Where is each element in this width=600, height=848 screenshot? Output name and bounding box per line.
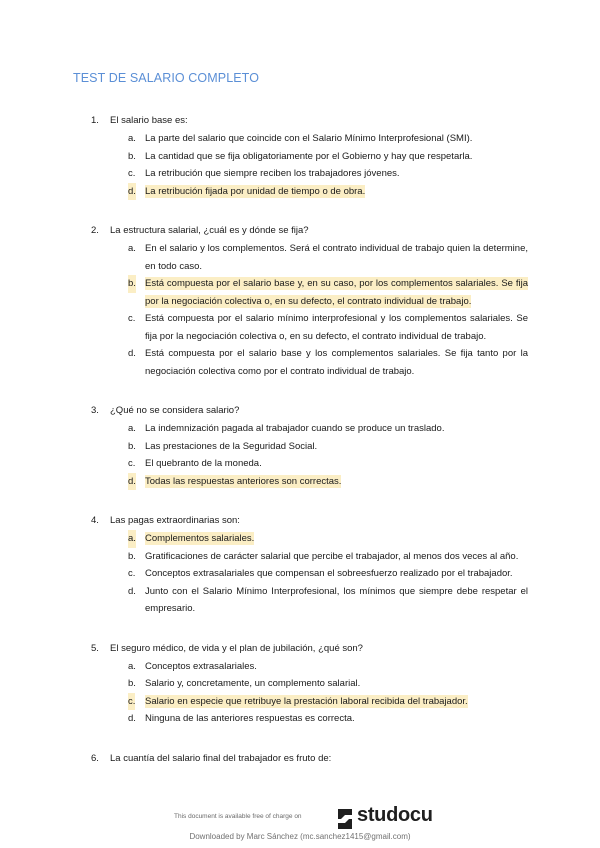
option-letter: a. [128,423,136,434]
option-text: Salario y, concretamente, un complemento salarial. [145,678,361,689]
option-letter: c. [128,168,136,179]
question-4 [0,512,600,618]
option [0,548,600,566]
question-2 [0,222,600,380]
option-text-highlighted: Salario en especie que retribuye la prestación laboral recibida del trabajador. [145,695,468,707]
option-letter: c. [128,458,136,469]
option-text-highlighted: Está compuesta por el salario base y, en su caso, por los complementos salariales. Se fija por la negociación colectiva o, en su defecto, el contrato individual de trabajo. [145,278,528,307]
option [0,455,600,473]
document-title: TEST DE SALARIO COMPLETO [73,71,260,85]
option [0,675,600,693]
option-text: Gratificaciones de carácter salarial que percibe el trabajador, al menos dos veces al año. [145,550,519,562]
option-correct [0,183,600,201]
question-3 [0,402,600,490]
option [0,583,600,618]
studocu-brand[interactable]: studocu [357,804,433,826]
option-text: La retribución que siempre reciben los trabajadores jóvenes. [145,168,400,179]
option [0,148,600,166]
question-5 [0,640,600,728]
option [0,420,600,438]
option-text: Junto con el Salario Mínimo Interprofesional, los mínimos que siempre debe respetar el empresario. [145,585,528,614]
option-text: La parte del salario que coincide con el Salario Mínimo Interprofesional (SMI). [145,133,473,144]
option-text-highlighted: La retribución fijada por unidad de tiempo o de obra. [145,185,366,197]
option-correct [0,693,600,711]
option-letter: c. [128,313,136,324]
option-text: El quebranto de la moneda. [145,458,262,469]
option-letter: d. [128,348,136,359]
option-letter: a. [128,133,136,144]
option-letter: a. [128,660,136,672]
option-letter: c. [128,568,136,579]
option-correct [0,473,600,491]
option-letter: c. [128,693,135,711]
option-letter: b. [128,275,136,293]
option [0,130,600,148]
availability-note: This document is available free of charge on [174,813,302,820]
option-letter: b. [128,678,136,689]
option-letter: b. [128,150,136,162]
question-number: 6. [91,752,99,764]
option-correct [0,275,600,310]
option-text-highlighted: Todas las respuestas anteriores son correctas. [145,475,342,487]
question-text: La cuantía del salario final del trabajador es fruto de: [110,752,332,764]
question-text: El seguro médico, de vida y el plan de jubilación, ¿qué son? [110,642,363,654]
question-list [0,112,600,789]
option-letter: d. [128,183,136,201]
question-text: La estructura salarial, ¿cuál es y dónde se fija? [110,225,309,236]
option [0,165,600,183]
option-letter: a. [128,530,136,548]
question-text: El salario base es: [110,115,188,126]
question-text: ¿Qué no se considera salario? [110,405,240,416]
studocu-logo-icon [332,806,358,832]
option-letter: b. [128,440,136,452]
question-6 [0,750,600,767]
option-text-highlighted: Complementos salariales. [145,533,255,544]
option-text: Está compuesta por el salario base y los complementos salariales. Se fija tanto por la negociación colectiva como por el contrato individual de trabajo. [145,348,528,377]
option-text: Ninguna de las anteriores respuestas es correcta. [145,713,355,724]
option [0,438,600,456]
option-letter: b. [128,550,136,562]
question-number: 1. [91,115,99,126]
option-text: Conceptos extrasalariales que compensan el sobreesfuerzo realizado por el trabajador. [145,568,513,579]
option-text: Conceptos extrasalariales. [145,660,257,672]
option-text: Las prestaciones de la Seguridad Social. [145,440,318,452]
option-letter: a. [128,243,136,254]
option-letter: d. [128,585,136,597]
question-1 [0,112,600,200]
option [0,658,600,676]
question-number: 5. [91,642,99,654]
option-letter: d. [128,473,136,491]
option [0,565,600,583]
question-number: 2. [91,225,99,236]
option [0,710,600,728]
question-text: Las pagas extraordinarias son: [110,515,240,526]
option [0,240,600,275]
option-letter: d. [128,713,136,724]
option-text: La cantidad que se fija obligatoriamente por el Gobierno y hay que respetarla. [145,150,473,162]
option [0,310,600,345]
option [0,345,600,380]
studocu-footer [0,800,600,848]
download-note: Downloaded by Marc Sánchez (mc.sanchez1415@gmail.com) [189,832,411,841]
option-text: La indemnización pagada al trabajador cuando se produce un traslado. [145,423,445,434]
option-text: Está compuesta por el salario mínimo interprofesional y los complementos salariales. Se fija por la negociación colectiva o, en su defecto, el contrato individual de trabajo. [145,313,528,342]
question-number: 4. [91,515,99,526]
question-number: 3. [91,405,99,416]
option-text: En el salario y los complementos. Será el contrato individual de trabajo quien la determine, en todo caso. [145,243,528,272]
option-correct [0,530,600,548]
